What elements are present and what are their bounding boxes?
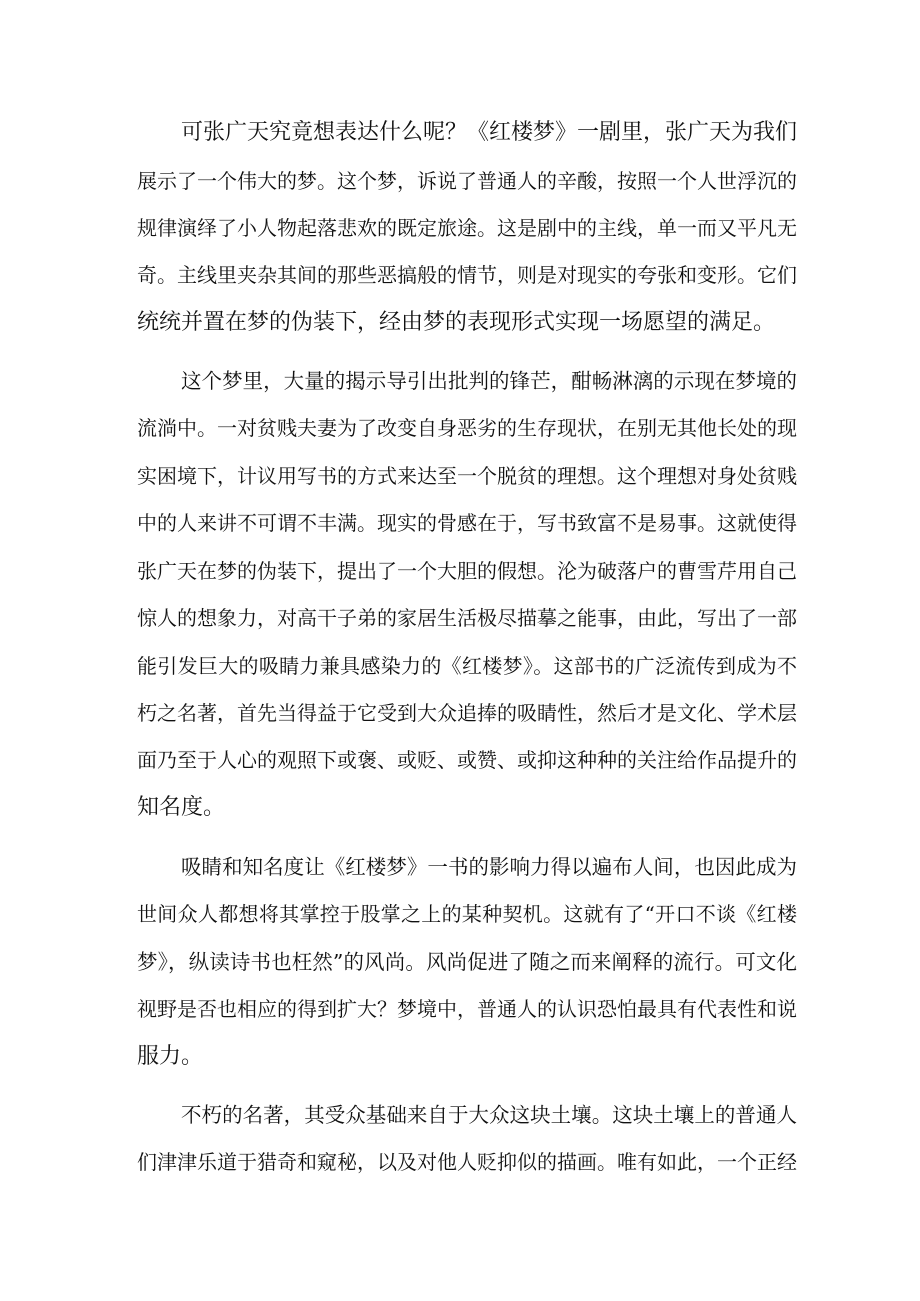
paragraph-1-line-2: 展示了一个伟大的梦。这个梦，诉说了普通人的辛酸，按照一个人世浮沉的 (137, 169, 797, 193)
paragraph-2-line-7: 能引发巨大的吸睛力兼具感染力的《红楼梦》。这部书的广泛流传到成为不 (137, 654, 797, 678)
paragraph-4-line-2: 们津津乐道于猎奇和窥秘，以及对他人贬抑似的描画。唯有如此，一个正经 (137, 1150, 797, 1174)
paragraph-2-line-4: 中的人来讲不可谓不丰满。现实的骨感在于，写书致富不是易事。这就使得 (137, 511, 797, 535)
paragraph-2-line-5: 张广天在梦的伪装下，提出了一个大胆的假想。沦为破落户的曹雪芹用自己 (137, 559, 797, 583)
paragraph-2-line-10: 知名度。 (137, 795, 226, 820)
paragraph-2-line-8: 朽之名著，首先当得益于它受到大众追捧的吸睛性，然后才是文化、学术层 (137, 701, 797, 725)
paragraph-4-line-1: 不朽的名著，其受众基础来自于大众这块土壤。这块土壤上的普通人 (181, 1103, 797, 1127)
paragraph-2-line-6: 惊人的想象力，对高干子弟的家居生活极尽描摹之能事，由此，写出了一部 (137, 606, 797, 630)
paragraph-1-line-1: 可张广天究竟想表达什么呢？《红楼梦》一剧里，张广天为我们 (181, 120, 798, 145)
paragraph-1-line-4: 奇。主线里夹杂其间的那些恶搞般的情节，则是对现实的夸张和变形。它们 (137, 263, 797, 287)
paragraph-3-line-4: 视野是否也相应的得到扩大？梦境中，普通人的认识恐怕最具有代表性和说 (137, 997, 797, 1021)
paragraph-2-line-2: 流淌中。一对贫贱夫妻为了改变自身恶劣的生存现状，在别无其他长处的现 (137, 416, 797, 440)
paragraph-3-line-3: 梦》，纵读诗书也枉然”的风尚。风尚促进了随之而来阐释的流行。可文化 (137, 950, 797, 974)
paragraph-2-line-3: 实困境下，计议用写书的方式来达至一个脱贫的理想。这个理想对身处贫贱 (137, 464, 797, 488)
paragraph-2-line-1: 这个梦里，大量的揭示导引出批判的锋芒，酣畅淋漓的示现在梦境的 (181, 369, 797, 393)
paragraph-1-line-5: 统统并置在梦的伪装下，经由梦的表现形式实现一场愿望的满足。 (137, 310, 776, 335)
paragraph-3-line-1: 吸睛和知名度让《红楼梦》一书的影响力得以遍布人间，也因此成为 (181, 855, 797, 879)
paragraph-3-line-5: 服力。 (137, 1044, 204, 1069)
paragraph-3-line-2: 世间众人都想将其掌控于股掌之上的某种契机。这就有了“开口不谈《红楼 (137, 902, 797, 926)
paragraph-1-line-3: 规律演绎了小人物起落悲欢的既定旅途。这是剧中的主线，单一而又平凡无 (137, 216, 797, 240)
paragraph-2-line-9: 面乃至于人心的观照下或褒、或贬、或赞、或抑这种种的关注给作品提升的 (137, 748, 797, 772)
